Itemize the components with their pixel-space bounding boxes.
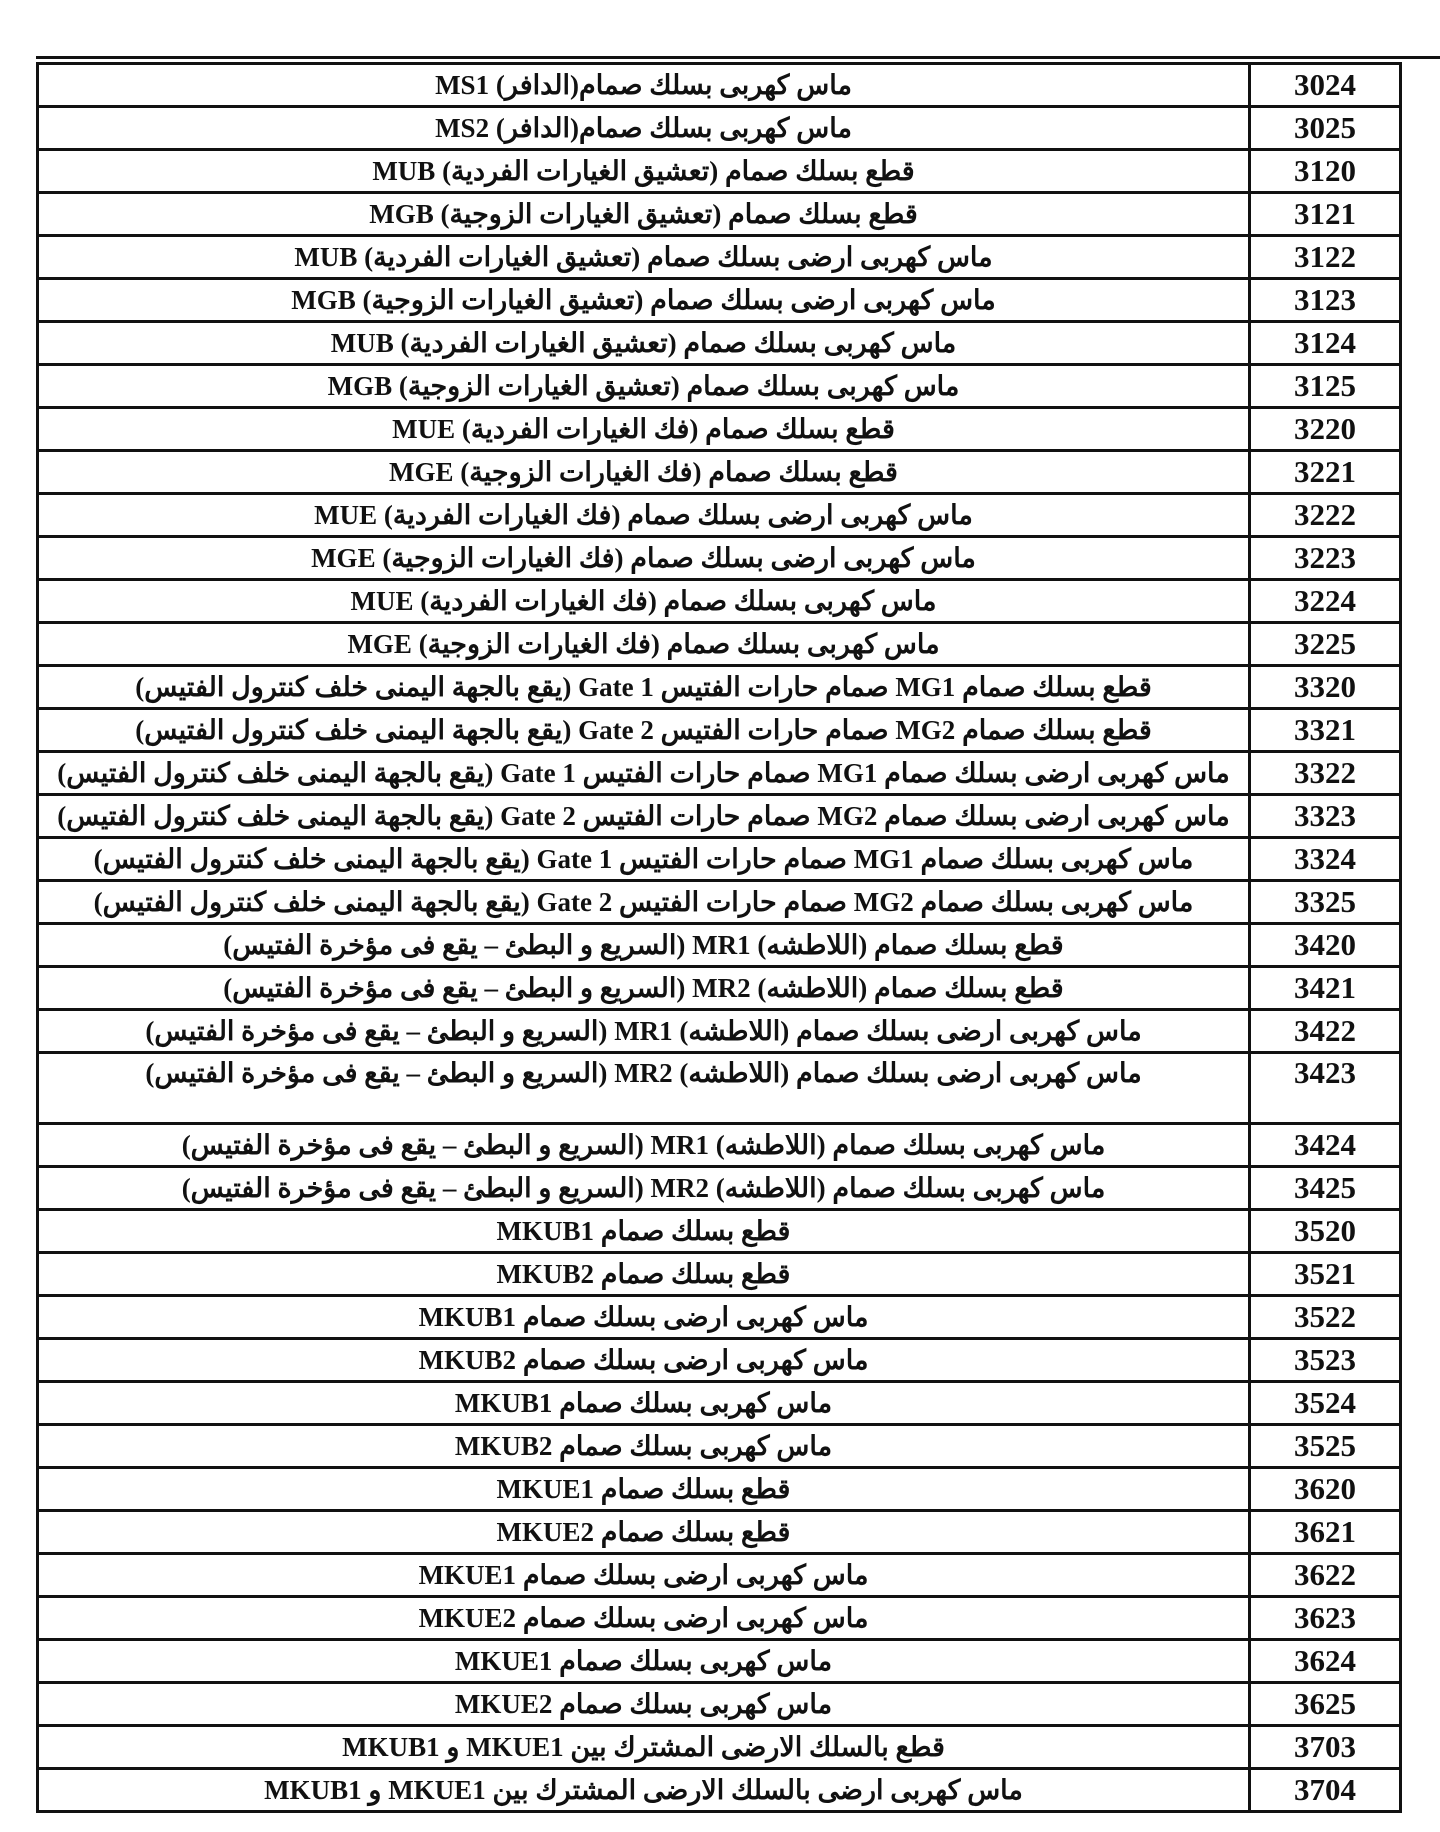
fault-code: 3124 xyxy=(1250,322,1401,365)
table-row xyxy=(38,1167,1401,1210)
fault-code: 3223 xyxy=(1250,537,1401,580)
fault-description: ماس كهربى بسلك صمام MG1 صمام حارات الفتيس Gate 1 (يقع بالجهة اليمنى خلف كنترول الفتيس) xyxy=(38,838,1250,881)
fault-description: قطع بسلك صمام MG1 صمام حارات الفتيس Gate 1 (يقع بالجهة اليمنى خلف كنترول الفتيس) xyxy=(38,666,1250,709)
fault-description: ماس كهربى ارضى بالسلك الارضى المشترك بين MKUE1 و MKUB1 xyxy=(38,1769,1250,1812)
fault-code: 3224 xyxy=(1250,580,1401,623)
fault-description: ماس كهربى بسلك صمام (تعشيق الغيارات الفردية) MUB xyxy=(38,322,1250,365)
fault-code: 3322 xyxy=(1250,752,1401,795)
fault-description: قطع بسلك صمام MKUE2 xyxy=(38,1511,1250,1554)
fault-code: 3123 xyxy=(1250,279,1401,322)
table-row xyxy=(38,795,1401,838)
table-row xyxy=(38,1640,1401,1683)
fault-description: ماس كهربى بسلك صمام (اللاطشه) MR2 (السريع و البطئ – يقع فى مؤخرة الفتيس) xyxy=(38,1167,1250,1210)
fault-code: 3324 xyxy=(1250,838,1401,881)
fault-description: ماس كهربى بسلك صمام (فك الغيارات الزوجية) MGE xyxy=(38,623,1250,666)
table-row xyxy=(38,107,1401,150)
fault-description: ماس كهربى بسلك صمام MKUE1 xyxy=(38,1640,1250,1683)
fault-description: ماس كهربى بسلك صمام MG2 صمام حارات الفتيس Gate 2 (يقع بالجهة اليمنى خلف كنترول الفتيس) xyxy=(38,881,1250,924)
table-row xyxy=(38,537,1401,580)
top-rule xyxy=(36,56,1440,59)
fault-code: 3024 xyxy=(1250,64,1401,107)
fault-code: 3522 xyxy=(1250,1296,1401,1339)
table-row xyxy=(38,1382,1401,1425)
fault-code: 3704 xyxy=(1250,1769,1401,1812)
table-row xyxy=(38,64,1401,107)
fault-description: ماس كهربى بسلك صمام (اللاطشه) MR1 (السريع و البطئ – يقع فى مؤخرة الفتيس) xyxy=(38,1124,1250,1167)
fault-code: 3424 xyxy=(1250,1124,1401,1167)
fault-code: 3422 xyxy=(1250,1010,1401,1053)
fault-code: 3622 xyxy=(1250,1554,1401,1597)
fault-code: 3221 xyxy=(1250,451,1401,494)
fault-code: 3703 xyxy=(1250,1726,1401,1769)
table-row xyxy=(38,1597,1401,1640)
table-row xyxy=(38,1726,1401,1769)
table-row xyxy=(38,1053,1401,1124)
fault-description: قطع بسلك صمام MKUE1 xyxy=(38,1468,1250,1511)
fault-code: 3620 xyxy=(1250,1468,1401,1511)
fault-description: ماس كهربى بسلك صمام MKUB1 xyxy=(38,1382,1250,1425)
fault-description: ماس كهربى ارضى بسلك صمام MKUE1 xyxy=(38,1554,1250,1597)
fault-description: ماس كهربى ارضى بسلك صمام (فك الغيارات الفردية) MUE xyxy=(38,494,1250,537)
fault-code: 3520 xyxy=(1250,1210,1401,1253)
fault-code: 3623 xyxy=(1250,1597,1401,1640)
table-row xyxy=(38,1468,1401,1511)
table-row xyxy=(38,1425,1401,1468)
table-row xyxy=(38,709,1401,752)
fault-code: 3420 xyxy=(1250,924,1401,967)
fault-description: ماس كهربى ارضى بسلك صمام (اللاطشه) MR2 (السريع و البطئ – يقع فى مؤخرة الفتيس) xyxy=(38,1053,1250,1124)
fault-description: ماس كهربى بسلك صمام(الدافر) MS1 xyxy=(38,64,1250,107)
fault-code: 3525 xyxy=(1250,1425,1401,1468)
table-row xyxy=(38,666,1401,709)
fault-description: ماس كهربى بسلك صمام (تعشيق الغيارات الزوجية) MGB xyxy=(38,365,1250,408)
fault-description: قطع بسلك صمام MG2 صمام حارات الفتيس Gate 2 (يقع بالجهة اليمنى خلف كنترول الفتيس) xyxy=(38,709,1250,752)
table-row xyxy=(38,279,1401,322)
table-row xyxy=(38,1769,1401,1812)
fault-description: قطع بسلك صمام MKUB2 xyxy=(38,1253,1250,1296)
fault-description: قطع بسلك صمام (تعشيق الغيارات الفردية) MUB xyxy=(38,150,1250,193)
fault-description: قطع بسلك صمام (فك الغيارات الفردية) MUE xyxy=(38,408,1250,451)
fault-description: قطع بسلك صمام (تعشيق الغيارات الزوجية) MGB xyxy=(38,193,1250,236)
fault-code: 3320 xyxy=(1250,666,1401,709)
fault-code: 3025 xyxy=(1250,107,1401,150)
table-row xyxy=(38,1253,1401,1296)
fault-description: قطع بسلك صمام (فك الغيارات الزوجية) MGE xyxy=(38,451,1250,494)
fault-code: 3524 xyxy=(1250,1382,1401,1425)
fault-code: 3425 xyxy=(1250,1167,1401,1210)
fault-description: ماس كهربى ارضى بسلك صمام MKUB2 xyxy=(38,1339,1250,1382)
table-row xyxy=(38,1683,1401,1726)
fault-description: ماس كهربى بسلك صمام(الدافر) MS2 xyxy=(38,107,1250,150)
fault-code: 3523 xyxy=(1250,1339,1401,1382)
fault-code: 3125 xyxy=(1250,365,1401,408)
table-row xyxy=(38,1010,1401,1053)
fault-description: ماس كهربى ارضى بسلك صمام (فك الغيارات الزوجية) MGE xyxy=(38,537,1250,580)
table-row xyxy=(38,1210,1401,1253)
table-row xyxy=(38,752,1401,795)
table-row xyxy=(38,494,1401,537)
fault-description: قطع بالسلك الارضى المشترك بين MKUE1 و MKUB1 xyxy=(38,1726,1250,1769)
fault-description: ماس كهربى ارضى بسلك صمام MKUE2 xyxy=(38,1597,1250,1640)
fault-code: 3121 xyxy=(1250,193,1401,236)
fault-description: قطع بسلك صمام MKUB1 xyxy=(38,1210,1250,1253)
fault-code: 3222 xyxy=(1250,494,1401,537)
table-row xyxy=(38,236,1401,279)
table-row xyxy=(38,1554,1401,1597)
table-row xyxy=(38,1511,1401,1554)
fault-code: 3120 xyxy=(1250,150,1401,193)
fault-code-table xyxy=(36,62,1402,1813)
fault-code: 3220 xyxy=(1250,408,1401,451)
fault-description: ماس كهربى بسلك صمام (فك الغيارات الفردية) MUE xyxy=(38,580,1250,623)
fault-code: 3421 xyxy=(1250,967,1401,1010)
fault-description: ماس كهربى ارضى بسلك صمام (اللاطشه) MR1 (السريع و البطئ – يقع فى مؤخرة الفتيس) xyxy=(38,1010,1250,1053)
fault-code: 3122 xyxy=(1250,236,1401,279)
fault-description: ماس كهربى ارضى بسلك صمام (تعشيق الغيارات الزوجية) MGB xyxy=(38,279,1250,322)
fault-description: ماس كهربى ارضى بسلك صمام (تعشيق الغيارات الفردية) MUB xyxy=(38,236,1250,279)
table-row xyxy=(38,967,1401,1010)
table-row xyxy=(38,322,1401,365)
fault-description: ماس كهربى ارضى بسلك صمام MG1 صمام حارات الفتيس Gate 1 (يقع بالجهة اليمنى خلف كنترول الفتيس) xyxy=(38,752,1250,795)
fault-code: 3423 xyxy=(1250,1053,1401,1124)
table-row xyxy=(38,150,1401,193)
table-row xyxy=(38,365,1401,408)
fault-description: ماس كهربى بسلك صمام MKUE2 xyxy=(38,1683,1250,1726)
fault-code: 3325 xyxy=(1250,881,1401,924)
fault-code: 3621 xyxy=(1250,1511,1401,1554)
fault-code: 3625 xyxy=(1250,1683,1401,1726)
table-row xyxy=(38,623,1401,666)
table-row xyxy=(38,881,1401,924)
table-row xyxy=(38,1339,1401,1382)
fault-description: ماس كهربى ارضى بسلك صمام MKUB1 xyxy=(38,1296,1250,1339)
fault-code: 3521 xyxy=(1250,1253,1401,1296)
fault-code: 3321 xyxy=(1250,709,1401,752)
fault-code: 3225 xyxy=(1250,623,1401,666)
table-row xyxy=(38,1124,1401,1167)
table-row xyxy=(38,580,1401,623)
table-row xyxy=(38,193,1401,236)
fault-code: 3323 xyxy=(1250,795,1401,838)
fault-description: ماس كهربى بسلك صمام MKUB2 xyxy=(38,1425,1250,1468)
table-row xyxy=(38,451,1401,494)
fault-code-table-body xyxy=(38,64,1401,1812)
fault-description: ماس كهربى ارضى بسلك صمام MG2 صمام حارات الفتيس Gate 2 (يقع بالجهة اليمنى خلف كنترول الفتيس) xyxy=(38,795,1250,838)
table-row xyxy=(38,838,1401,881)
table-row xyxy=(38,924,1401,967)
fault-description: قطع بسلك صمام (اللاطشه) MR1 (السريع و البطئ – يقع فى مؤخرة الفتيس) xyxy=(38,924,1250,967)
fault-description: قطع بسلك صمام (اللاطشه) MR2 (السريع و البطئ – يقع فى مؤخرة الفتيس) xyxy=(38,967,1250,1010)
table-row xyxy=(38,1296,1401,1339)
table-row xyxy=(38,408,1401,451)
fault-code: 3624 xyxy=(1250,1640,1401,1683)
